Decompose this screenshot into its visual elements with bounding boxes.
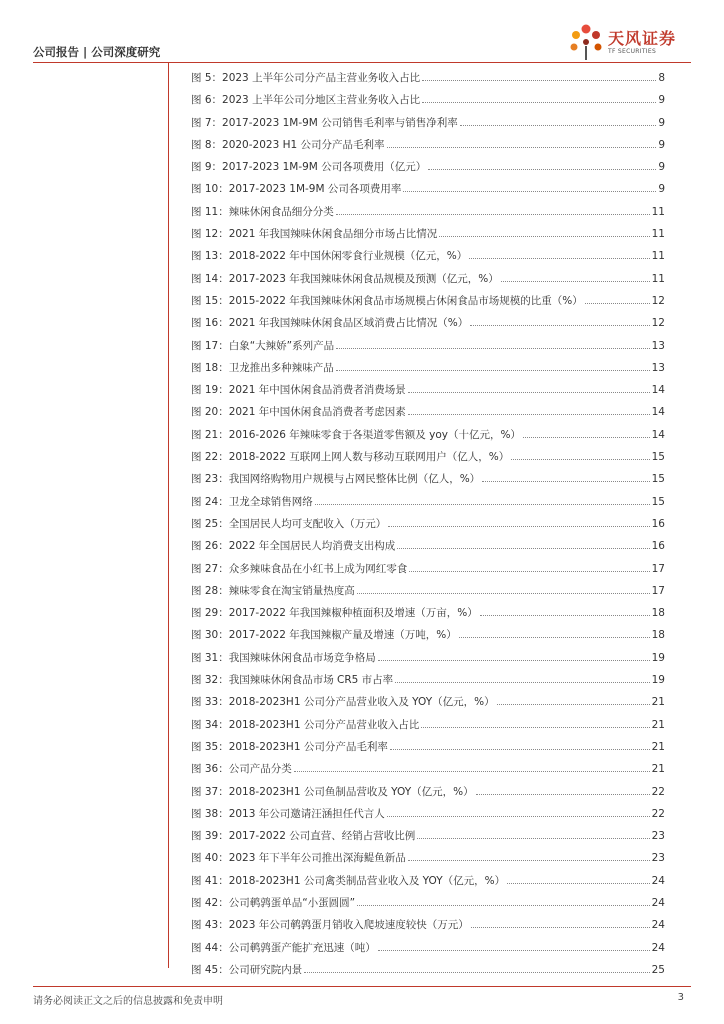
toc-entry[interactable] bbox=[191, 379, 665, 401]
flower-logo-icon bbox=[568, 22, 604, 62]
toc-entry-page: 11 bbox=[651, 228, 665, 241]
toc-entry-label: 图 25：全国居民人均可支配收入（万元） bbox=[191, 517, 387, 530]
toc-entry[interactable] bbox=[191, 669, 665, 691]
toc-dot-leader bbox=[470, 312, 649, 326]
toc-entry-label: 图 19：2021 年中国休闲食品消费者消费场景 bbox=[191, 384, 406, 397]
toc-entry-page: 11 bbox=[651, 250, 665, 263]
toc-entry-page: 24 bbox=[651, 874, 665, 887]
toc-dot-leader bbox=[357, 892, 650, 906]
toc-entry-page: 14 bbox=[651, 428, 665, 441]
toc-dot-leader bbox=[439, 223, 649, 237]
toc-entry-label: 图 12：2021 年我国辣味休闲食品细分市场占比情况 bbox=[191, 228, 438, 241]
toc-entry-label: 图 44：公司鹌鹑蛋产能扩充迅速（吨） bbox=[191, 941, 376, 954]
toc-dot-leader bbox=[408, 379, 650, 393]
toc-dot-leader bbox=[304, 959, 649, 973]
toc-dot-leader bbox=[523, 424, 650, 438]
toc-entry-label: 图 18：卫龙推出多种辣味产品 bbox=[191, 361, 334, 374]
toc-entry-page: 21 bbox=[651, 740, 665, 753]
toc-entry-page: 9 bbox=[658, 116, 665, 129]
logo-text: 天风证券 bbox=[608, 29, 677, 48]
toc-dot-leader bbox=[387, 803, 650, 817]
toc-entry-label: 图 38：2013 年公司邀请汪涵担任代言人 bbox=[191, 807, 385, 820]
toc-entry[interactable] bbox=[191, 825, 665, 847]
toc-entry-page: 24 bbox=[651, 919, 665, 932]
toc-dot-leader bbox=[336, 335, 650, 349]
toc-entry[interactable] bbox=[191, 112, 665, 134]
toc-entry-page: 21 bbox=[651, 763, 665, 776]
toc-dot-leader bbox=[336, 201, 650, 215]
toc-entry-label: 图 24：卫龙全球销售网络 bbox=[191, 495, 313, 508]
toc-entry-page: 16 bbox=[651, 517, 665, 530]
toc-entry-page: 25 bbox=[651, 963, 665, 976]
footer-disclaimer: 请务必阅读正文之后的信息披露和免责申明 bbox=[33, 996, 223, 1007]
toc-entry-label: 图 29：2017-2022 年我国辣椒种植面积及增速（万亩，%） bbox=[191, 607, 478, 620]
toc-entry[interactable] bbox=[191, 290, 665, 312]
company-logo bbox=[568, 22, 698, 64]
toc-dot-leader bbox=[422, 89, 656, 103]
toc-entry[interactable] bbox=[191, 691, 665, 713]
toc-entry-label: 图 10：2017-2023 1M-9M 公司各项费用率 bbox=[191, 183, 402, 196]
toc-entry-label: 图 40：2023 年下半年公司推出深海鳀鱼新品 bbox=[191, 852, 406, 865]
toc-entry-label: 图 37：2018-2023H1 公司鱼制品营收及 YOY（亿元，%） bbox=[191, 785, 474, 798]
toc-entry-label: 图 9：2017-2023 1M-9M 公司各项费用（亿元） bbox=[191, 161, 427, 174]
toc-entry[interactable] bbox=[191, 914, 665, 936]
toc-dot-leader bbox=[387, 134, 657, 148]
toc-entry-label: 图 41：2018-2023H1 公司禽类制品营业收入及 YOY（亿元，%） bbox=[191, 874, 506, 887]
toc-entry-label: 图 5：2023 上半年公司分产品主营业务收入占比 bbox=[191, 72, 421, 84]
toc-entry-label: 图 39：2017-2022 公司直营、经销占营收比例 bbox=[191, 830, 416, 843]
toc-entry[interactable] bbox=[191, 602, 665, 624]
toc-entry[interactable] bbox=[191, 424, 665, 446]
toc-entry[interactable] bbox=[191, 959, 665, 981]
toc-entry[interactable] bbox=[191, 491, 665, 513]
toc-entry-page: 17 bbox=[651, 562, 665, 575]
toc-entry[interactable] bbox=[191, 89, 665, 111]
toc-entry-page: 9 bbox=[658, 183, 665, 196]
toc-dot-leader bbox=[421, 714, 649, 728]
toc-entry[interactable] bbox=[191, 758, 665, 780]
toc-entry-label: 图 8：2020-2023 H1 公司分产品毛利率 bbox=[191, 138, 385, 151]
toc-dot-leader bbox=[408, 847, 650, 861]
toc-entry-label: 图 36：公司产品分类 bbox=[191, 763, 292, 776]
toc-entry[interactable] bbox=[191, 781, 665, 803]
toc-entry-label: 图 28：辣味零食在淘宝销量热度高 bbox=[191, 584, 355, 597]
toc-dot-leader bbox=[403, 178, 656, 192]
toc-entry[interactable] bbox=[191, 803, 665, 825]
toc-entry[interactable] bbox=[191, 156, 665, 178]
toc-entry-label: 图 7：2017-2023 1M-9M 公司销售毛利率与销售净利率 bbox=[191, 116, 458, 129]
toc-entry-label: 图 16：2021 年我国辣味休闲食品区域消费占比情况（%） bbox=[191, 317, 469, 330]
toc-entry[interactable] bbox=[191, 937, 665, 959]
toc-dot-leader bbox=[501, 268, 650, 282]
toc-entry-page: 23 bbox=[651, 830, 665, 843]
toc-dot-leader bbox=[378, 647, 650, 661]
left-margin-divider bbox=[168, 63, 169, 968]
toc-dot-leader bbox=[417, 825, 649, 839]
toc-dot-leader bbox=[482, 468, 649, 482]
toc-entry[interactable] bbox=[191, 892, 665, 914]
toc-entry[interactable] bbox=[191, 401, 665, 423]
header-title: 公司报告 | 公司深度研究 bbox=[33, 45, 161, 59]
toc-entry-label: 图 15：2015-2022 年我国辣味休闲食品市场规模占休闲食品市场规模的比重（%） bbox=[191, 294, 583, 307]
toc-entry[interactable] bbox=[191, 624, 665, 646]
toc-entry[interactable] bbox=[191, 223, 665, 245]
toc-entry-label: 图 17：白象“大辣娇”系列产品 bbox=[191, 339, 335, 352]
toc-dot-leader bbox=[497, 691, 650, 705]
toc-entry[interactable] bbox=[191, 647, 665, 669]
toc-entry-page: 15 bbox=[651, 451, 665, 464]
toc-entry-page: 18 bbox=[651, 629, 665, 642]
page-number: 3 bbox=[677, 992, 684, 1003]
toc-entry-label: 图 26：2022 年全国居民人均消费支出构成 bbox=[191, 540, 396, 553]
toc-dot-leader bbox=[315, 491, 650, 505]
toc-entry-page: 22 bbox=[651, 807, 665, 820]
toc-entry[interactable] bbox=[191, 67, 665, 89]
toc-dot-leader bbox=[336, 357, 650, 371]
toc-dot-leader bbox=[459, 624, 650, 638]
toc-entry-label: 图 13：2018-2022 年中国休闲零食行业规模（亿元，%） bbox=[191, 250, 468, 263]
toc-entry-label: 图 6：2023 上半年公司分地区主营业务收入占比 bbox=[191, 94, 421, 107]
toc-entry-page: 21 bbox=[651, 718, 665, 731]
toc-entry-label: 图 20：2021 年中国休闲食品消费者考虑因素 bbox=[191, 406, 406, 419]
toc-entry-page: 17 bbox=[651, 584, 665, 597]
toc-entry-label: 图 35：2018-2023H1 公司分产品毛利率 bbox=[191, 740, 388, 753]
toc-entry-label: 图 43：2023 年公司鹌鹑蛋月销收入爬坡速度较快（万元） bbox=[191, 919, 469, 932]
toc-dot-leader bbox=[476, 781, 650, 795]
toc-entry-page: 22 bbox=[651, 785, 665, 798]
toc-dot-leader bbox=[460, 112, 657, 126]
toc-dot-leader bbox=[390, 736, 650, 750]
toc-entry[interactable] bbox=[191, 201, 665, 223]
toc-entry-page: 9 bbox=[658, 161, 665, 174]
toc-dot-leader bbox=[511, 446, 649, 460]
toc-entry-page: 23 bbox=[651, 852, 665, 865]
footer-divider bbox=[33, 986, 691, 987]
toc-entry[interactable] bbox=[191, 446, 665, 468]
toc-entry-page: 15 bbox=[651, 473, 665, 486]
toc-entry-label: 图 14：2017-2023 年我国辣味休闲食品规模及预测（亿元，%） bbox=[191, 272, 499, 285]
toc-entry[interactable] bbox=[191, 580, 665, 602]
toc-entry[interactable] bbox=[191, 335, 665, 357]
toc-entry-label: 图 23：我国网络购物用户规模与占网民整体比例（亿人，%） bbox=[191, 473, 481, 486]
toc-entry[interactable] bbox=[191, 535, 665, 557]
toc-entry[interactable] bbox=[191, 468, 665, 490]
toc-entry[interactable] bbox=[191, 312, 665, 334]
toc-entry[interactable] bbox=[191, 268, 665, 290]
toc-entry[interactable] bbox=[191, 847, 665, 869]
logo-subtext: TF SECURITIES bbox=[608, 48, 657, 55]
toc-entry[interactable] bbox=[191, 357, 665, 379]
toc-entry-page: 16 bbox=[651, 540, 665, 553]
toc-dot-leader bbox=[469, 245, 649, 259]
header-divider bbox=[33, 62, 691, 63]
toc-entry-label: 图 42：公司鹌鹑蛋单品“小蛋圆圆” bbox=[191, 896, 356, 909]
toc-dot-leader bbox=[422, 67, 656, 81]
toc-entry-page: 14 bbox=[651, 406, 665, 419]
toc-entry-page: 14 bbox=[651, 384, 665, 397]
toc-entry-page: 13 bbox=[651, 339, 665, 352]
toc-entry[interactable] bbox=[191, 178, 665, 200]
toc-entry-page: 9 bbox=[658, 94, 665, 107]
toc-entry-page: 24 bbox=[651, 941, 665, 954]
toc-entry[interactable] bbox=[191, 513, 665, 535]
toc-entry-page: 19 bbox=[651, 674, 665, 687]
toc-entry[interactable] bbox=[191, 558, 665, 580]
toc-dot-leader bbox=[395, 669, 649, 683]
toc-entry[interactable] bbox=[191, 714, 665, 736]
toc-entry-page: 12 bbox=[651, 317, 665, 330]
toc-dot-leader bbox=[507, 870, 650, 884]
toc-entry-page: 11 bbox=[651, 272, 665, 285]
toc-entry-page: 21 bbox=[651, 696, 665, 709]
toc-entry[interactable] bbox=[191, 245, 665, 267]
toc-entry-page: 9 bbox=[658, 138, 665, 151]
toc-entry-page: 24 bbox=[651, 896, 665, 909]
toc-entry-page: 13 bbox=[651, 361, 665, 374]
toc-entry-label: 图 32：我国辣味休闲食品市场 CR5 市占率 bbox=[191, 674, 394, 687]
toc-entry-label: 图 30：2017-2022 年我国辣椒产量及增速（万吨，%） bbox=[191, 629, 457, 642]
toc-dot-leader bbox=[378, 937, 650, 951]
toc-entry-label: 图 21：2016-2026 年辣味零食于各渠道零售额及 yoy（十亿元，%） bbox=[191, 428, 521, 441]
figure-list bbox=[191, 67, 665, 981]
toc-dot-leader bbox=[397, 535, 649, 549]
toc-entry[interactable] bbox=[191, 134, 665, 156]
toc-entry-label: 图 33：2018-2023H1 公司分产品营业收入及 YOY（亿元，%） bbox=[191, 696, 495, 709]
toc-dot-leader bbox=[357, 580, 650, 594]
toc-entry-label: 图 34：2018-2023H1 公司分产品营业收入占比 bbox=[191, 718, 420, 731]
toc-entry-label: 图 45：公司研究院内景 bbox=[191, 963, 303, 976]
toc-entry-page: 18 bbox=[651, 607, 665, 620]
toc-entry-label: 图 11：辣味休闲食品细分分类 bbox=[191, 205, 334, 218]
toc-dot-leader bbox=[388, 513, 649, 527]
toc-entry-page: 15 bbox=[651, 495, 665, 508]
toc-dot-leader bbox=[409, 558, 649, 572]
toc-entry-page: 11 bbox=[651, 205, 665, 218]
toc-entry-label: 图 22：2018-2022 互联网上网人数与移动互联网用户（亿人，%） bbox=[191, 451, 510, 464]
toc-entry-page: 8 bbox=[658, 72, 665, 84]
toc-dot-leader bbox=[294, 758, 650, 772]
toc-entry[interactable] bbox=[191, 736, 665, 758]
toc-dot-leader bbox=[471, 914, 650, 928]
toc-entry-page: 19 bbox=[651, 651, 665, 664]
toc-entry-label: 图 27：众多辣味食品在小红书上成为网红零食 bbox=[191, 562, 408, 575]
toc-dot-leader bbox=[408, 401, 650, 415]
toc-entry-label: 图 31：我国辣味休闲食品市场竞争格局 bbox=[191, 651, 376, 664]
toc-dot-leader bbox=[480, 602, 650, 616]
toc-dot-leader bbox=[585, 290, 650, 304]
toc-dot-leader bbox=[428, 156, 656, 170]
toc-entry[interactable] bbox=[191, 870, 665, 892]
toc-entry-page: 12 bbox=[651, 294, 665, 307]
